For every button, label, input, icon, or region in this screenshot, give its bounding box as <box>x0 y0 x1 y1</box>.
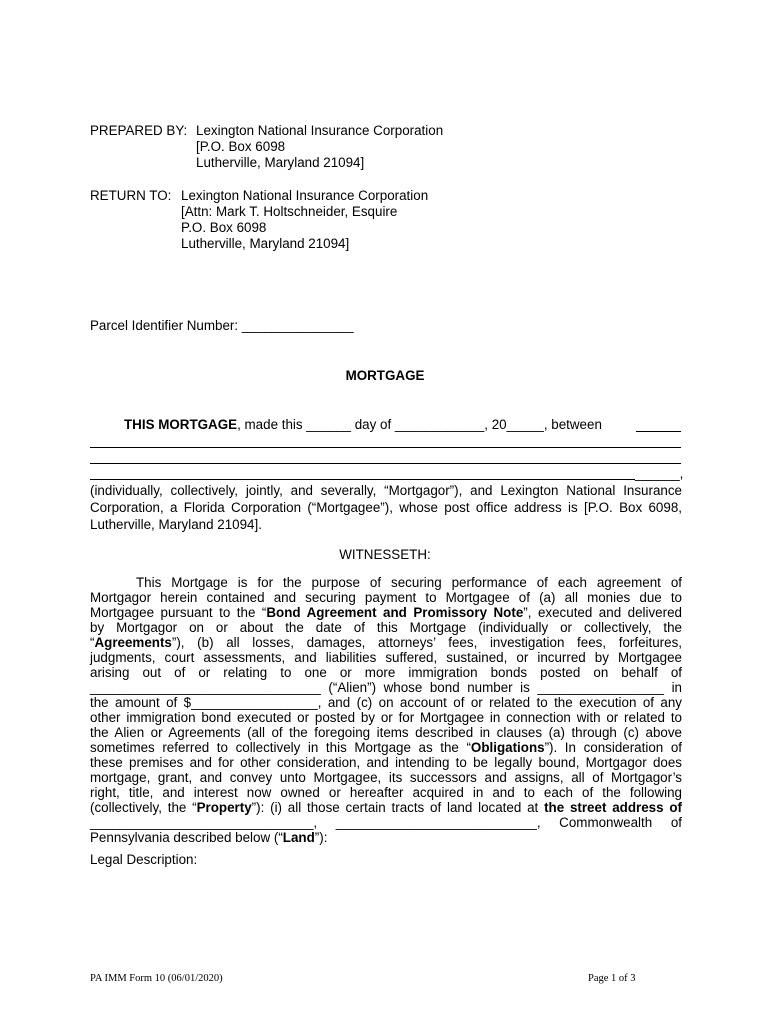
body-line-16: (collectively, the “Property”): (i) all those certain tracts of land located at the street address of <box>90 800 682 815</box>
body-line-2: Mortgagor herein contained and securing payment to Mortgagee of (a) all monies due to <box>90 590 682 605</box>
intro-continuation-2: Corporation, a Florida Corporation (“Mortgagee”), whose post office address is [P.O. Box 6098, <box>90 500 682 515</box>
body-line-1: This Mortgage is for the purpose of securing performance of each agreement of <box>136 575 682 590</box>
return-to-line-4: Lutherville, Maryland 21094] <box>181 236 350 251</box>
return-to-line-3: P.O. Box 6098 <box>181 220 267 235</box>
body-line-10: other immigration bond executed or posted by or for Mortgagee in connection with or related to <box>90 710 682 725</box>
intro-trailing-comma: ______, <box>635 466 684 481</box>
body-line-5: “Agreements”), (b) all losses, damages, attorneys’ fees, investigation fees, forfeitures, <box>90 635 682 650</box>
intro-bold: THIS MORTGAGE <box>124 417 238 432</box>
body-line-18: Pennsylvania described below (“Land”): <box>90 830 328 845</box>
legal-description-label: Legal Description: <box>90 852 198 867</box>
body-line-11: the Alien or Agreements (all of the foregoing items described in clauses (a) through (c) above <box>90 725 682 740</box>
body-line-8: _______________________________ (“Alien”) whose bond number is _________________ in <box>90 680 682 695</box>
prepared-by-line-1: Lexington National Insurance Corporation <box>196 123 444 138</box>
body-line-13: these premises and for other consideration, and intending to be legally bound, Mortgagor does <box>90 755 682 770</box>
body-line-4: by Mortgagor on or about the date of this Mortgage (individually or collectively, the <box>90 620 682 635</box>
intro-blank-1 <box>636 431 681 432</box>
body-line-14: mortgage, grant, and convey unto Mortgagee, its successors and assigns, all of Mortgagor’s <box>90 770 682 785</box>
witnesseth-heading: WITNESSETH: <box>339 547 431 562</box>
return-to-line-2: [Attn: Mark T. Holtschneider, Esquire <box>181 204 398 219</box>
prepared-by-label: PREPARED BY: <box>90 123 188 138</box>
body-line-12: sometimes referred to collectively in this Mortgage as the “Obligations”). In consideration of <box>90 740 682 755</box>
parcel-identifier: Parcel Identifier Number: _______________ <box>90 318 354 333</box>
prepared-by-line-2: [P.O. Box 6098 <box>196 139 286 154</box>
body-line-17: ______________________________, ___________________________, Commonwealth of <box>90 815 682 830</box>
intro-continuation-1: (individually, collectively, jointly, and severally, “Mortgagor”), and Lexington National Insurance <box>90 483 682 498</box>
intro-blank-2 <box>90 447 681 448</box>
intro-continuation-3: Lutherville, Maryland 21094]. <box>90 517 262 532</box>
document-title: MORTGAGE <box>345 368 425 383</box>
body-line-9: the amount of $_________________, and (c) on account of or related to the execution of any <box>90 695 682 710</box>
return-to-line-1: Lexington National Insurance Corporation <box>181 188 429 203</box>
prepared-by-line-3: Lutherville, Maryland 21094] <box>196 155 365 170</box>
footer-page-number: Page 1 of 3 <box>588 973 636 984</box>
intro-blank-3 <box>90 463 681 464</box>
intro-text: , made this ______ day of ____________, 20_____, between <box>237 417 602 432</box>
body-line-3: Mortgagee pursuant to the “Bond Agreement and Promissory Note”, executed and delivered <box>90 605 682 620</box>
body-line-7: arising out of or relating to one or more immigration bonds posted on behalf of <box>90 665 682 680</box>
return-to-label: RETURN TO: <box>90 188 172 203</box>
footer-form-id: PA IMM Form 10 (06/01/2020) <box>90 973 223 984</box>
body-line-15: right, title, and interest now owned or hereafter acquired in and to each of the following <box>90 785 682 800</box>
body-line-6: judgments, court assessments, and liabilities suffered, sustained, or incurred by Mortgagee <box>90 650 682 665</box>
body-paragraph <box>90 575 682 845</box>
intro-blank-4 <box>90 479 635 480</box>
intro-line <box>124 417 602 433</box>
